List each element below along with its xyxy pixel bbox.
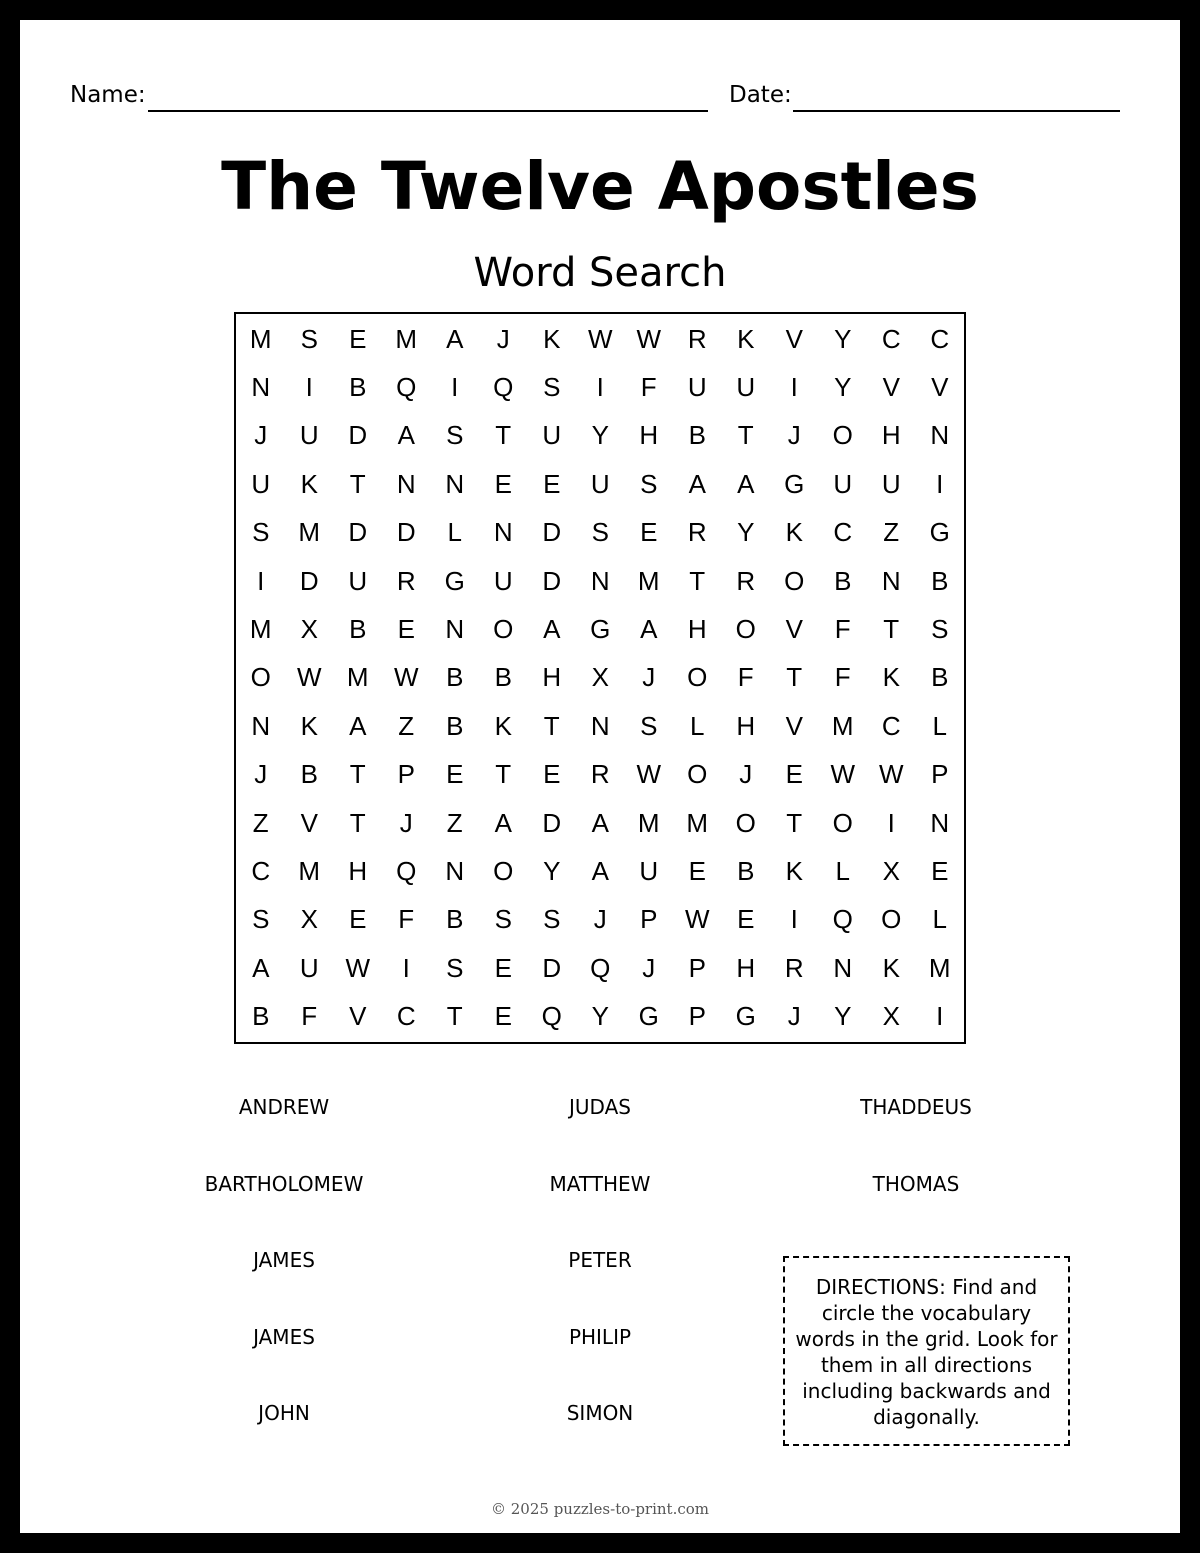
grid-cell[interactable]: R bbox=[784, 952, 804, 983]
grid-row bbox=[236, 363, 964, 411]
grid-cell[interactable]: W bbox=[878, 759, 904, 790]
grid-cell[interactable]: V bbox=[349, 1001, 367, 1032]
grid-cell[interactable]: Q bbox=[396, 855, 417, 886]
grid-cell[interactable]: P bbox=[931, 759, 949, 790]
grid-cell[interactable]: E bbox=[785, 759, 803, 790]
word-list-item: JUDAS bbox=[569, 1095, 631, 1119]
grid-cell[interactable]: V bbox=[931, 371, 949, 402]
grid-cell[interactable]: M bbox=[928, 952, 951, 983]
grid-cell[interactable]: E bbox=[543, 468, 561, 499]
grid-cell[interactable]: G bbox=[784, 468, 805, 499]
grid-cell[interactable]: L bbox=[932, 904, 947, 935]
grid-cell[interactable]: R bbox=[736, 565, 756, 596]
grid-cell[interactable]: B bbox=[737, 855, 755, 886]
grid-cell[interactable]: M bbox=[686, 807, 709, 838]
grid-cell[interactable]: C bbox=[930, 323, 950, 354]
directions-box: DIRECTIONS: Find and circle the vocabulary words in the grid. Look for them in all directions including backwards and diagonally. bbox=[783, 1256, 1070, 1446]
grid-cell[interactable]: U bbox=[736, 371, 756, 402]
grid-cell[interactable]: W bbox=[684, 904, 710, 935]
letter-grid bbox=[234, 312, 966, 1044]
grid-cell[interactable]: M bbox=[249, 613, 272, 644]
grid-cell[interactable]: D bbox=[542, 807, 562, 838]
grid-cell[interactable]: U bbox=[251, 468, 271, 499]
grid-cell[interactable]: R bbox=[687, 323, 707, 354]
grid-cell[interactable]: P bbox=[397, 759, 415, 790]
grid-cell[interactable]: F bbox=[737, 662, 754, 693]
grid-cell[interactable]: J bbox=[496, 323, 510, 354]
grid-cell[interactable]: H bbox=[736, 952, 756, 983]
grid-cell[interactable]: W bbox=[296, 662, 322, 693]
grid-cell[interactable]: Y bbox=[737, 517, 755, 548]
grid-cell[interactable]: T bbox=[349, 468, 366, 499]
date-label: Date: bbox=[729, 82, 792, 108]
grid-cell[interactable]: J bbox=[739, 759, 753, 790]
grid-cell[interactable]: A bbox=[494, 807, 512, 838]
grid-cell[interactable]: Q bbox=[832, 904, 853, 935]
grid-cell[interactable]: Y bbox=[543, 855, 561, 886]
grid-cell[interactable]: Y bbox=[591, 420, 609, 451]
grid-cell[interactable]: N bbox=[251, 710, 271, 741]
grid-cell[interactable]: H bbox=[542, 662, 562, 693]
grid-cell[interactable]: O bbox=[493, 613, 514, 644]
worksheet-page bbox=[20, 20, 1180, 1533]
page-title: The Twelve Apostles bbox=[221, 148, 979, 225]
grid-cell[interactable]: O bbox=[784, 565, 805, 596]
grid-cell[interactable]: B bbox=[446, 904, 464, 935]
grid-cell[interactable]: E bbox=[349, 904, 367, 935]
grid-cell[interactable]: S bbox=[446, 420, 464, 451]
grid-cell[interactable]: N bbox=[493, 517, 513, 548]
grid-cell[interactable]: N bbox=[251, 371, 271, 402]
grid-cell[interactable]: H bbox=[736, 710, 756, 741]
grid-row bbox=[236, 411, 964, 459]
grid-cell[interactable]: B bbox=[349, 613, 367, 644]
grid-cell[interactable]: N bbox=[396, 468, 416, 499]
grid-cell[interactable]: T bbox=[349, 759, 366, 790]
grid-cell[interactable]: G bbox=[929, 517, 950, 548]
grid-cell[interactable]: U bbox=[590, 468, 610, 499]
grid-cell[interactable]: D bbox=[299, 565, 319, 596]
grid-cell[interactable]: R bbox=[396, 565, 416, 596]
grid-cell[interactable]: I bbox=[402, 952, 410, 983]
grid-cell[interactable]: C bbox=[833, 517, 853, 548]
grid-cell[interactable]: T bbox=[446, 1001, 463, 1032]
grid-row bbox=[236, 557, 964, 605]
grid-cell[interactable]: U bbox=[493, 565, 513, 596]
grid-cell[interactable]: J bbox=[642, 662, 656, 693]
grid-cell[interactable]: I bbox=[790, 904, 798, 935]
name-label: Name: bbox=[70, 82, 146, 108]
grid-cell[interactable]: M bbox=[298, 855, 321, 886]
grid-row bbox=[236, 315, 964, 363]
grid-cell[interactable]: U bbox=[881, 468, 901, 499]
grid-cell[interactable]: X bbox=[300, 904, 318, 935]
word-list-item: THOMAS bbox=[872, 1172, 960, 1196]
grid-cell[interactable]: K bbox=[785, 517, 803, 548]
grid-cell[interactable]: D bbox=[348, 420, 368, 451]
grid-cell[interactable]: J bbox=[642, 952, 656, 983]
grid-cell[interactable]: L bbox=[835, 855, 850, 886]
grid-cell[interactable]: H bbox=[687, 613, 707, 644]
grid-cell[interactable]: Y bbox=[834, 323, 852, 354]
grid-cell[interactable]: K bbox=[300, 468, 318, 499]
grid-cell[interactable]: O bbox=[250, 662, 271, 693]
grid-cell[interactable]: S bbox=[640, 468, 658, 499]
grid-cell[interactable]: V bbox=[882, 371, 900, 402]
grid-cell[interactable]: M bbox=[298, 517, 321, 548]
grid-cell[interactable]: V bbox=[785, 710, 803, 741]
grid-cell[interactable]: W bbox=[636, 759, 662, 790]
grid-cell[interactable]: N bbox=[833, 952, 853, 983]
grid-cell[interactable]: D bbox=[542, 565, 562, 596]
grid-cell[interactable]: T bbox=[495, 420, 512, 451]
word-list-item: JOHN bbox=[258, 1401, 310, 1425]
grid-cell[interactable]: M bbox=[346, 662, 369, 693]
word-list-item: ANDREW bbox=[238, 1095, 330, 1119]
grid-cell[interactable]: B bbox=[446, 662, 464, 693]
grid-cell[interactable]: T bbox=[883, 613, 900, 644]
grid-row bbox=[236, 653, 964, 701]
grid-cell[interactable]: O bbox=[687, 759, 708, 790]
grid-cell[interactable]: F bbox=[834, 613, 851, 644]
grid-cell[interactable]: B bbox=[688, 420, 706, 451]
grid-cell[interactable]: I bbox=[936, 468, 944, 499]
grid-cell[interactable]: C bbox=[251, 855, 271, 886]
grid-cell[interactable]: N bbox=[930, 807, 950, 838]
grid-cell[interactable]: T bbox=[737, 420, 754, 451]
grid-cell[interactable]: F bbox=[834, 662, 851, 693]
grid-cell[interactable]: C bbox=[881, 323, 901, 354]
grid-cell[interactable]: O bbox=[832, 807, 853, 838]
grid-cell[interactable]: P bbox=[688, 952, 706, 983]
grid-cell[interactable]: Q bbox=[541, 1001, 562, 1032]
grid-cell[interactable]: F bbox=[301, 1001, 318, 1032]
grid-cell[interactable]: U bbox=[542, 420, 562, 451]
grid-cell[interactable]: A bbox=[688, 468, 706, 499]
grid-cell[interactable]: D bbox=[396, 517, 416, 548]
grid-cell[interactable]: E bbox=[494, 952, 512, 983]
grid-cell[interactable]: A bbox=[543, 613, 561, 644]
grid-cell[interactable]: D bbox=[348, 517, 368, 548]
grid-row bbox=[236, 944, 964, 992]
grid-cell[interactable]: U bbox=[833, 468, 853, 499]
grid-cell[interactable]: Q bbox=[396, 371, 417, 402]
grid-cell[interactable]: K bbox=[882, 662, 900, 693]
grid-cell[interactable]: W bbox=[393, 662, 419, 693]
grid-cell[interactable]: T bbox=[786, 807, 803, 838]
grid-cell[interactable]: G bbox=[444, 565, 465, 596]
grid-cell[interactable]: Y bbox=[834, 1001, 852, 1032]
grid-cell[interactable]: E bbox=[543, 759, 561, 790]
grid-cell[interactable]: B bbox=[931, 662, 949, 693]
grid-cell[interactable]: C bbox=[396, 1001, 416, 1032]
grid-cell[interactable]: U bbox=[348, 565, 368, 596]
grid-cell[interactable]: E bbox=[737, 904, 755, 935]
grid-cell[interactable]: O bbox=[687, 662, 708, 693]
grid-cell[interactable]: I bbox=[790, 371, 798, 402]
grid-cell[interactable]: Y bbox=[834, 371, 852, 402]
grid-cell[interactable]: B bbox=[834, 565, 852, 596]
grid-cell[interactable]: K bbox=[494, 710, 512, 741]
word-list-item: PHILIP bbox=[568, 1325, 632, 1349]
grid-cell[interactable]: W bbox=[636, 323, 662, 354]
grid-cell[interactable]: U bbox=[687, 371, 707, 402]
grid-cell[interactable]: U bbox=[299, 952, 319, 983]
grid-cell[interactable]: J bbox=[787, 1001, 801, 1032]
grid-cell[interactable]: M bbox=[637, 565, 660, 596]
grid-cell[interactable]: N bbox=[930, 420, 950, 451]
grid-cell[interactable]: N bbox=[445, 613, 465, 644]
grid-row bbox=[236, 460, 964, 508]
grid-cell[interactable]: G bbox=[638, 1001, 659, 1032]
grid-row bbox=[236, 702, 964, 750]
grid-cell[interactable]: B bbox=[931, 565, 949, 596]
copyright-footer: © 2025 puzzles-to-print.com bbox=[490, 1500, 710, 1518]
grid-cell[interactable]: I bbox=[936, 1001, 944, 1032]
grid-cell[interactable]: R bbox=[687, 517, 707, 548]
grid-cell[interactable]: F bbox=[640, 371, 657, 402]
grid-cell[interactable]: M bbox=[249, 323, 272, 354]
grid-cell[interactable]: S bbox=[640, 710, 658, 741]
grid-cell[interactable]: K bbox=[785, 855, 803, 886]
grid-row bbox=[236, 508, 964, 556]
grid-cell[interactable]: A bbox=[252, 952, 270, 983]
grid-cell[interactable]: A bbox=[397, 420, 415, 451]
grid-cell[interactable]: K bbox=[882, 952, 900, 983]
grid-cell[interactable]: S bbox=[931, 613, 949, 644]
grid-cell[interactable]: T bbox=[689, 565, 706, 596]
name-field[interactable] bbox=[148, 110, 708, 112]
grid-cell[interactable]: P bbox=[640, 904, 658, 935]
grid-cell[interactable]: P bbox=[688, 1001, 706, 1032]
grid-cell[interactable]: O bbox=[832, 420, 853, 451]
grid-cell[interactable]: S bbox=[252, 904, 270, 935]
grid-cell[interactable]: T bbox=[786, 662, 803, 693]
grid-cell[interactable]: S bbox=[300, 323, 318, 354]
grid-cell[interactable]: X bbox=[591, 662, 609, 693]
grid-cell[interactable]: I bbox=[451, 371, 459, 402]
grid-cell[interactable]: I bbox=[257, 565, 265, 596]
grid-row bbox=[236, 895, 964, 943]
grid-cell[interactable]: R bbox=[590, 759, 610, 790]
grid-cell[interactable]: A bbox=[640, 613, 658, 644]
grid-cell[interactable]: F bbox=[398, 904, 415, 935]
grid-cell[interactable]: N bbox=[445, 468, 465, 499]
grid-cell[interactable]: H bbox=[348, 855, 368, 886]
grid-cell[interactable]: B bbox=[252, 1001, 270, 1032]
grid-cell[interactable]: A bbox=[349, 710, 367, 741]
grid-cell[interactable]: E bbox=[688, 855, 706, 886]
grid-cell[interactable]: T bbox=[495, 759, 512, 790]
grid-cell[interactable]: A bbox=[737, 468, 755, 499]
grid-cell[interactable]: T bbox=[543, 710, 560, 741]
grid-cell[interactable]: L bbox=[690, 710, 705, 741]
grid-cell[interactable]: H bbox=[639, 420, 659, 451]
grid-cell[interactable]: X bbox=[300, 613, 318, 644]
word-list-item: PETER bbox=[568, 1248, 632, 1272]
grid-cell[interactable]: C bbox=[881, 710, 901, 741]
grid-cell[interactable]: I bbox=[305, 371, 313, 402]
grid-cell[interactable]: J bbox=[254, 420, 268, 451]
grid-cell[interactable]: Z bbox=[398, 710, 415, 741]
grid-cell[interactable]: N bbox=[881, 565, 901, 596]
word-list-item: THADDEUS bbox=[860, 1095, 972, 1119]
grid-cell[interactable]: S bbox=[252, 517, 270, 548]
grid-cell[interactable]: G bbox=[735, 1001, 756, 1032]
grid-cell[interactable]: B bbox=[300, 759, 318, 790]
grid-cell[interactable]: V bbox=[785, 323, 803, 354]
grid-cell[interactable]: V bbox=[785, 613, 803, 644]
grid-cell[interactable]: M bbox=[637, 807, 660, 838]
word-list-item: JAMES bbox=[253, 1248, 315, 1272]
grid-cell[interactable]: B bbox=[446, 710, 464, 741]
date-field[interactable] bbox=[793, 110, 1120, 112]
grid-cell[interactable]: W bbox=[830, 759, 856, 790]
grid-cell[interactable]: Z bbox=[252, 807, 269, 838]
grid-cell[interactable]: E bbox=[494, 468, 512, 499]
grid-cell[interactable]: J bbox=[787, 420, 801, 451]
grid-cell[interactable]: E bbox=[494, 1001, 512, 1032]
grid-cell[interactable]: O bbox=[735, 807, 756, 838]
word-list-item: SIMON bbox=[566, 1401, 634, 1425]
grid-cell[interactable]: A bbox=[591, 855, 609, 886]
grid-cell[interactable]: E bbox=[931, 855, 949, 886]
grid-row bbox=[236, 847, 964, 895]
grid-cell[interactable]: E bbox=[640, 517, 658, 548]
grid-cell[interactable]: U bbox=[299, 420, 319, 451]
grid-cell[interactable]: S bbox=[446, 952, 464, 983]
grid-cell[interactable]: Z bbox=[883, 517, 900, 548]
grid-cell[interactable]: N bbox=[590, 710, 610, 741]
grid-cell[interactable]: J bbox=[254, 759, 268, 790]
grid-cell[interactable]: Y bbox=[591, 1001, 609, 1032]
grid-cell[interactable]: X bbox=[882, 1001, 900, 1032]
grid-cell[interactable]: M bbox=[831, 710, 854, 741]
grid-cell[interactable]: E bbox=[446, 759, 464, 790]
grid-cell[interactable]: O bbox=[881, 904, 902, 935]
grid-cell[interactable]: B bbox=[349, 371, 367, 402]
grid-cell[interactable]: H bbox=[881, 420, 901, 451]
grid-cell[interactable]: L bbox=[447, 517, 462, 548]
grid-cell[interactable]: L bbox=[932, 710, 947, 741]
grid-cell[interactable]: Q bbox=[590, 952, 611, 983]
word-list-item: BARTHOLOMEW bbox=[204, 1172, 364, 1196]
grid-cell[interactable]: E bbox=[397, 613, 415, 644]
grid-cell[interactable]: U bbox=[639, 855, 659, 886]
grid-cell[interactable]: S bbox=[543, 371, 561, 402]
grid-cell[interactable]: W bbox=[345, 952, 371, 983]
grid-cell[interactable]: O bbox=[493, 855, 514, 886]
grid-cell[interactable]: V bbox=[300, 807, 318, 838]
grid-cell[interactable]: D bbox=[542, 517, 562, 548]
word-list-item: MATTHEW bbox=[549, 1172, 651, 1196]
grid-row bbox=[236, 605, 964, 653]
grid-cell[interactable]: K bbox=[300, 710, 318, 741]
grid-cell[interactable]: K bbox=[737, 323, 755, 354]
grid-cell[interactable]: Q bbox=[493, 371, 514, 402]
grid-cell[interactable]: M bbox=[395, 323, 418, 354]
page-subtitle: Word Search bbox=[473, 250, 727, 296]
grid-cell[interactable]: J bbox=[399, 807, 413, 838]
grid-cell[interactable]: S bbox=[494, 904, 512, 935]
grid-cell[interactable]: A bbox=[591, 807, 609, 838]
grid-cell[interactable]: O bbox=[735, 613, 756, 644]
grid-cell[interactable]: T bbox=[349, 807, 366, 838]
grid-cell[interactable]: W bbox=[587, 323, 613, 354]
grid-cell[interactable]: K bbox=[543, 323, 561, 354]
grid-cell[interactable]: B bbox=[494, 662, 512, 693]
grid-cell[interactable]: E bbox=[349, 323, 367, 354]
grid-cell[interactable]: Z bbox=[446, 807, 463, 838]
word-list-item: JAMES bbox=[253, 1325, 315, 1349]
grid-cell[interactable]: S bbox=[591, 517, 609, 548]
grid-cell[interactable]: A bbox=[446, 323, 464, 354]
grid-cell[interactable]: G bbox=[590, 613, 611, 644]
grid-cell[interactable]: J bbox=[593, 904, 607, 935]
grid-cell[interactable]: I bbox=[596, 371, 604, 402]
grid-row bbox=[236, 992, 964, 1040]
grid-cell[interactable]: N bbox=[590, 565, 610, 596]
grid-cell[interactable]: S bbox=[543, 904, 561, 935]
grid-cell[interactable]: D bbox=[542, 952, 562, 983]
header-row bbox=[70, 82, 1120, 118]
grid-cell[interactable]: I bbox=[887, 807, 895, 838]
grid-row bbox=[236, 799, 964, 847]
grid-row bbox=[236, 750, 964, 798]
grid-cell[interactable]: N bbox=[445, 855, 465, 886]
grid-cell[interactable]: X bbox=[882, 855, 900, 886]
